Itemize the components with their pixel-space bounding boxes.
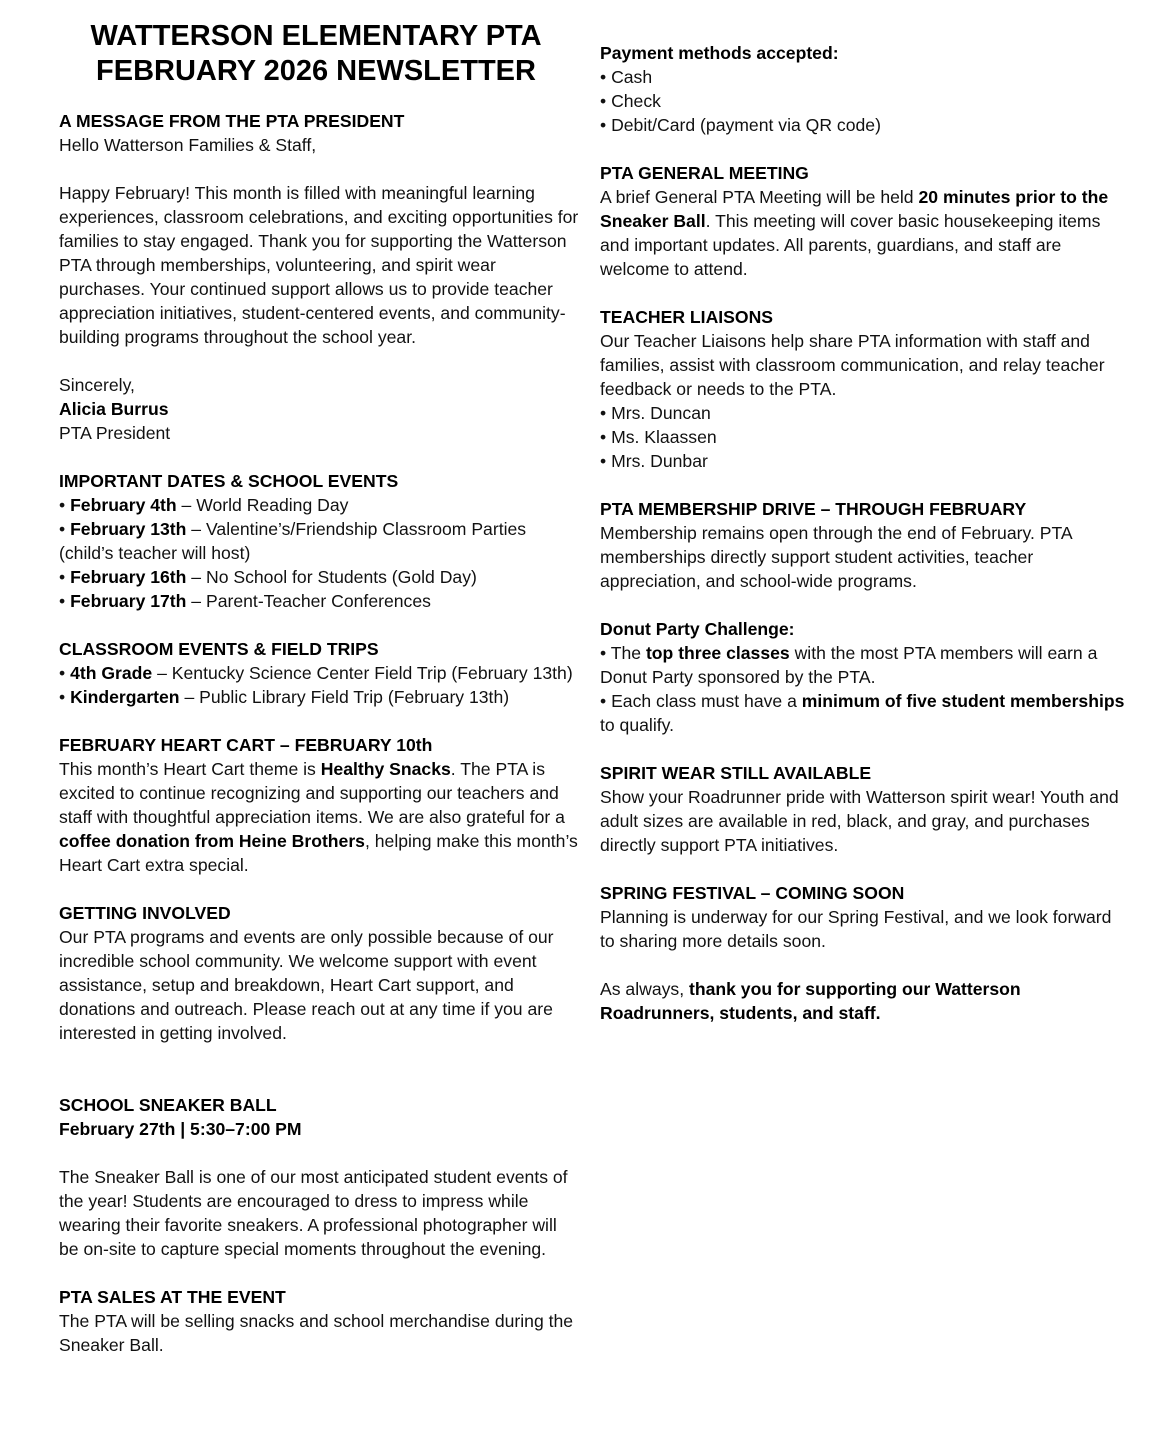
greeting: Hello Watterson Families & Staff, (59, 135, 317, 155)
section-heading: PTA MEMBERSHIP DRIVE – THROUGH FEBRUARY (600, 499, 1027, 519)
heart-cart-section (59, 733, 579, 877)
list-item: • February 4th – World Reading Day (59, 495, 349, 515)
sneaker-ball-datetime: February 27th | 5:30–7:00 PM (59, 1119, 302, 1139)
section-heading: FEBRUARY HEART CART – FEBRUARY 10th (59, 735, 433, 755)
list-item: • February 16th – No School for Students (Gold Day) (59, 567, 477, 587)
section-heading: PTA SALES AT THE EVENT (59, 1287, 286, 1307)
section-heading: SPIRIT WEAR STILL AVAILABLE (600, 763, 872, 783)
list-item: • February 17th – Parent-Teacher Conferences (59, 591, 431, 611)
important-dates-section (59, 469, 579, 613)
president-message-section (59, 109, 579, 445)
section-heading: SCHOOL SNEAKER BALL (59, 1095, 277, 1115)
left-column (59, 0, 579, 1357)
section-heading: GETTING INVOLVED (59, 903, 231, 923)
president-name: Alicia Burrus (59, 399, 169, 419)
newsletter-title (51, 19, 581, 89)
spring-festival-body: Planning is underway for our Spring Festival, and we look forward to sharing more details soon. (600, 907, 1112, 951)
president-message-body: Happy February! This month is filled with meaningful learning experiences, classroom celebrations, and exciting opportunities for families to stay engaged. Thank you for supporting the Watterson PTA through memberships, volunteering, and spirit wear purchases. Your continued support allows us to provide teacher appreciation initiatives, student-centered events, and community-building programs throughout the school year. (59, 183, 579, 347)
spring-festival-section (600, 881, 1130, 953)
getting-involved-section (59, 901, 579, 1045)
list-item: • Check (600, 91, 661, 111)
spirit-wear-body: Show your Roadrunner pride with Watterson spirit wear! Youth and adult sizes are available in red, black, and gray, and purchases directly support PTA initiatives. (600, 787, 1119, 855)
list-item: • Mrs. Duncan (600, 403, 711, 423)
general-meeting-section (600, 161, 1130, 281)
classroom-events-section (59, 637, 579, 709)
donut-challenge-section (600, 617, 1130, 737)
section-heading: Payment methods accepted: (600, 43, 839, 63)
list-item: • 4th Grade – Kentucky Science Center Field Trip (February 13th) (59, 663, 573, 683)
section-heading: SPRING FESTIVAL – COMING SOON (600, 883, 905, 903)
sneaker-ball-section (59, 1093, 579, 1261)
general-meeting-body: A brief General PTA Meeting will be held 20 minutes prior to the Sneaker Ball. This meeting will cover basic housekeeping items and important updates. All parents, guardians, and staff are welcome to attend. (600, 187, 1109, 279)
closing-salutation: Sincerely, (59, 375, 135, 395)
pta-sales-section (59, 1285, 579, 1357)
title-line-2: FEBRUARY 2026 NEWSLETTER (96, 55, 536, 87)
section-heading: A MESSAGE FROM THE PTA PRESIDENT (59, 111, 405, 131)
list-item: • Cash (600, 67, 653, 87)
payment-methods-section (600, 41, 1130, 137)
section-heading: PTA GENERAL MEETING (600, 163, 809, 183)
right-column (600, 41, 1130, 1025)
section-heading: Donut Party Challenge: (600, 619, 795, 639)
heart-cart-body: This month’s Heart Cart theme is Healthy Snacks. The PTA is excited to continue recognizing and supporting our teachers and staff with thoughtful appreciation items. We are also grateful for a coffee donation from Heine Brothers, helping make this month’s Heart Cart extra special. (59, 759, 578, 875)
list-item: • Each class must have a minimum of five student memberships to qualify. (600, 691, 1125, 735)
membership-drive-section (600, 497, 1130, 593)
spirit-wear-section (600, 761, 1130, 857)
section-heading: IMPORTANT DATES & SCHOOL EVENTS (59, 471, 399, 491)
title-line-1: WATTERSON ELEMENTARY PTA (90, 20, 542, 52)
list-item: • February 13th – Valentine’s/Friendship Classroom Parties (child’s teacher will host) (59, 519, 527, 563)
list-item: • Kindergarten – Public Library Field Trip (February 13th) (59, 687, 510, 707)
teacher-liaisons-section (600, 305, 1130, 473)
membership-body: Membership remains open through the end of February. PTA memberships directly support student activities, teacher appreciation, and school-wide programs. (600, 523, 1072, 591)
list-item: • Ms. Klaassen (600, 427, 717, 447)
getting-involved-body: Our PTA programs and events are only possible because of our incredible school community. We welcome support with event assistance, setup and breakdown, Heart Cart support, and donations and outreach. Please reach out at any time if you are interested in getting involved. (59, 927, 554, 1043)
sneaker-ball-body: The Sneaker Ball is one of our most anticipated student events of the year! Students are encouraged to dress to impress while wearing their favorite sneakers. A professional photographer will be on-site to capture special moments throughout the evening. (59, 1167, 568, 1259)
section-heading: TEACHER LIAISONS (600, 307, 774, 327)
pta-sales-body: The PTA will be selling snacks and school merchandise during the Sneaker Ball. (59, 1311, 574, 1355)
list-item: • Debit/Card (payment via QR code) (600, 115, 881, 135)
closing-thanks: As always, thank you for supporting our Watterson Roadrunners, students, and staff. (600, 979, 1021, 1023)
section-heading: CLASSROOM EVENTS & FIELD TRIPS (59, 639, 379, 659)
teacher-liaisons-body: Our Teacher Liaisons help share PTA information with staff and families, assist with classroom communication, and relay teacher feedback or needs to the PTA. (600, 331, 1105, 399)
list-item: • The top three classes with the most PTA members will earn a Donut Party sponsored by the PTA. (600, 643, 1098, 687)
list-item: • Mrs. Dunbar (600, 451, 708, 471)
president-role: PTA President (59, 423, 171, 443)
